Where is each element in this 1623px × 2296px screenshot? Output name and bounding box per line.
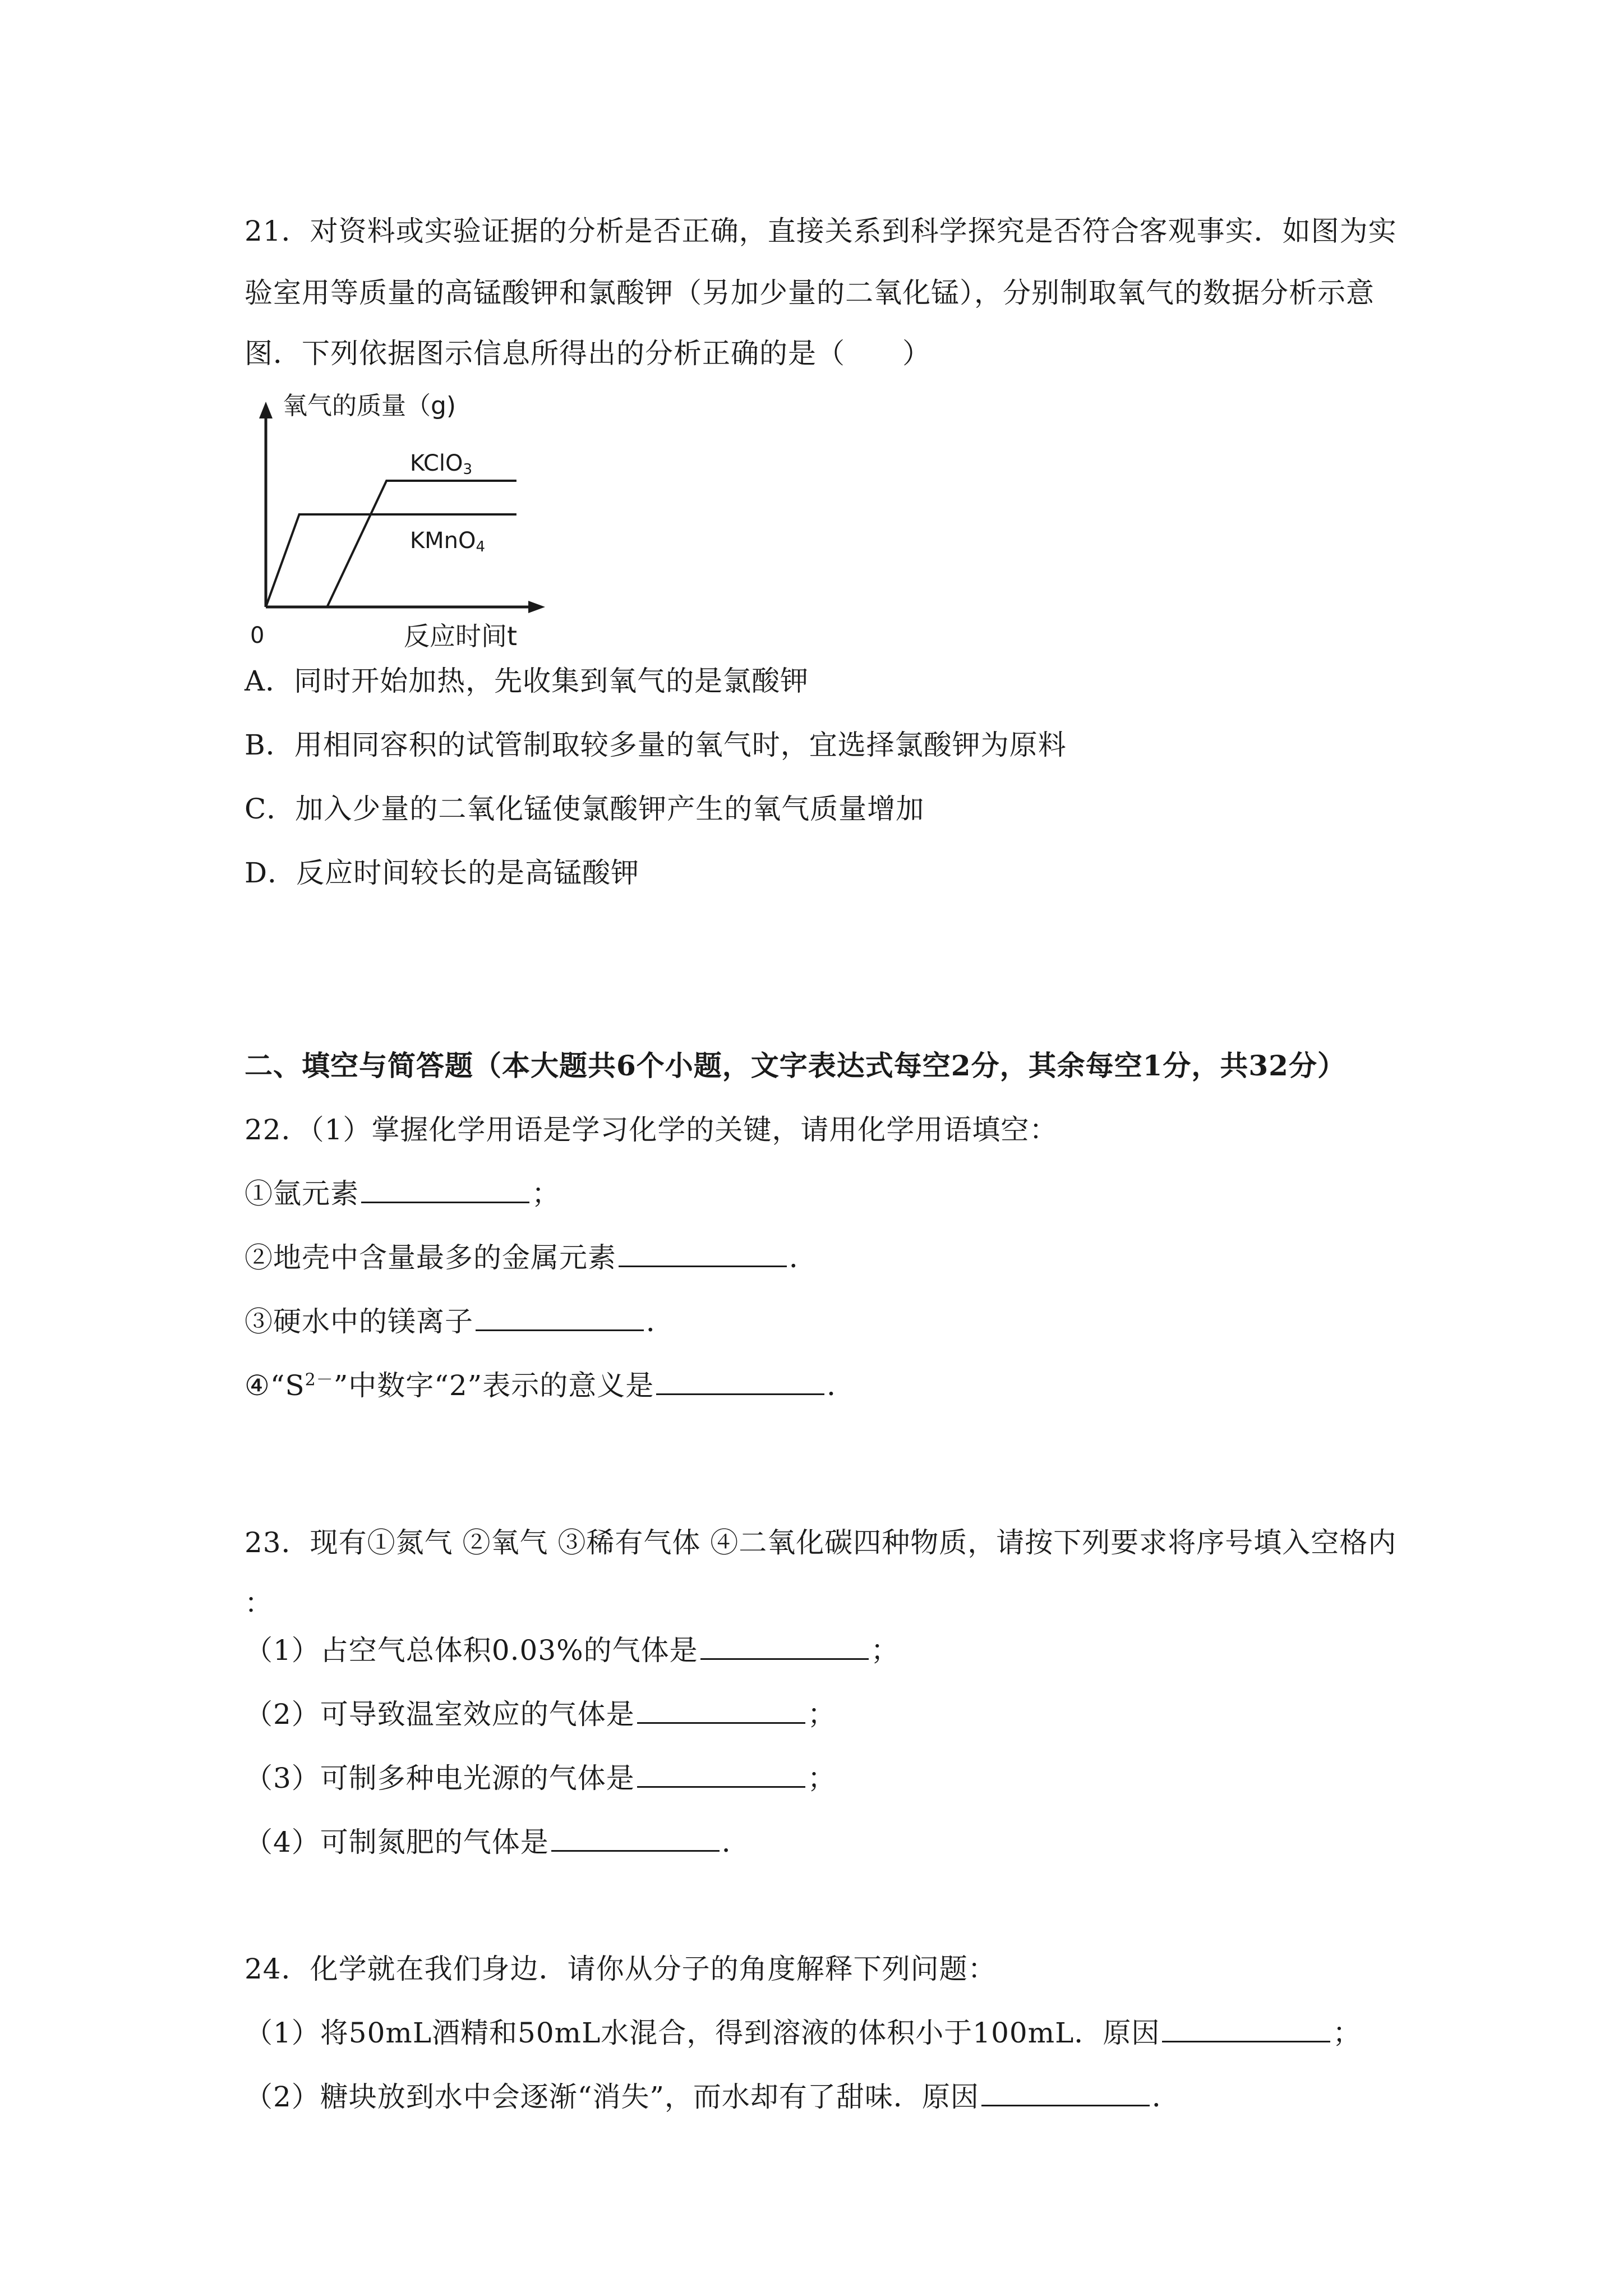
q22-item-3-text: ③硬水中的镁离子 <box>245 1305 473 1338</box>
q22-item-3-punct: ． <box>646 1305 675 1338</box>
chart-axes <box>259 402 545 613</box>
q23-sub-3-text: （3）可制多种电光源的气体是 <box>245 1762 635 1795</box>
q23-sub-4-punct: ． <box>721 1826 750 1858</box>
q23-stem-continued: ： <box>245 1587 273 1619</box>
q22-item-1 <box>245 1177 560 1211</box>
q23-sub-1 <box>245 1634 900 1667</box>
section-2-heading: 二、填空与简答题（本大题共6个小题，文字表达式每空2分，其余每空1分，共32分） <box>245 1049 1346 1082</box>
chart-origin-label: 0 <box>250 623 265 648</box>
q21-option-c: C．加入少量的二氧化锰使氯酸钾产生的氧气质量增加 <box>245 793 925 825</box>
q24-sub-1-text: （1）将50mL酒精和50mL水混合，得到溶液的体积小于100mL．原因 <box>245 2017 1160 2049</box>
q22-stem: 22．（1）掌握化学用语是学习化学的关键，请用化学用语填空： <box>245 1114 1058 1146</box>
q24-sub-1-punct: ； <box>1332 2017 1362 2049</box>
q22-item-4-text-a: ④“S <box>245 1369 305 1402</box>
q23-sub-3-punct: ； <box>807 1762 836 1795</box>
q22-item-4-punct: ． <box>827 1369 856 1402</box>
q23-sub-4-text: （4）可制氮肥的气体是 <box>245 1826 549 1858</box>
q22-item-2-text: ②地壳中含量最多的金属元素 <box>245 1241 616 1274</box>
answer-blank[interactable] <box>476 1305 644 1331</box>
answer-blank[interactable] <box>361 1177 529 1203</box>
q23-sub-2 <box>245 1697 836 1731</box>
q22-item-1-text: ①氩元素 <box>245 1177 359 1210</box>
answer-blank[interactable] <box>637 1761 805 1788</box>
q23-sub-4 <box>245 1825 750 1859</box>
q23-sub-2-punct: ； <box>807 1698 836 1731</box>
q22-item-3 <box>245 1305 675 1338</box>
chart-series <box>266 450 517 607</box>
answer-blank[interactable] <box>656 1369 824 1395</box>
answer-blank[interactable] <box>981 2080 1150 2106</box>
q24-sub-1 <box>245 2016 1361 2050</box>
q22-item-2 <box>245 1241 818 1274</box>
q24-sub-2 <box>245 2080 1181 2114</box>
q23-sub-1-text: （1）占空气总体积0.03%的气体是 <box>245 1634 698 1667</box>
chart-y-axis-label: 氧气的质量（g) <box>283 392 457 420</box>
q21-stem-line-3: 图．下列依据图示信息所得出的分析正确的是（ ） <box>245 337 931 370</box>
q22-item-4-text-b: ”中数字“2”表示的意义是 <box>333 1369 654 1402</box>
q21-option-a: A．同时开始加热，先收集到氧气的是氯酸钾 <box>245 665 809 697</box>
q22-item-4 <box>245 1369 855 1402</box>
series-line-kmno4 <box>266 514 517 607</box>
answer-blank[interactable] <box>619 1241 787 1267</box>
q23-sub-2-text: （2）可导致温室效应的气体是 <box>245 1698 635 1731</box>
series-label-kclo3: KClO3 <box>409 450 473 478</box>
q23-sub-1-punct: ； <box>870 1634 900 1667</box>
q24-sub-2-punct: ． <box>1151 2081 1181 2113</box>
answer-blank[interactable] <box>637 1697 805 1724</box>
q22-item-2-punct: ． <box>789 1241 818 1274</box>
q22-item-1-punct: ； <box>532 1177 560 1210</box>
q23-stem: 23．现有①氮气 ②氧气 ③稀有气体 ④二氧化碳四种物质，请按下列要求将序号填入空格内 <box>245 1526 1397 1559</box>
q24-sub-2-text: （2）糖块放到水中会逐渐“消失”，而水却有了甜味．原因 <box>245 2081 979 2113</box>
series-label-kmno4: KMnO4 <box>409 528 486 555</box>
chart-y-axis-arrow <box>259 402 273 418</box>
chart-x-axis-arrow <box>528 601 545 613</box>
oxygen-mass-chart <box>241 387 555 656</box>
q23-sub-3 <box>245 1761 836 1795</box>
q21-stem-line-1: 21．对资料或实验证据的分析是否正确，直接关系到科学探究是否符合客观事实．如图为实 <box>245 215 1397 247</box>
answer-blank[interactable] <box>700 1634 869 1660</box>
chart-x-axis-label: 反应时间t <box>404 621 518 651</box>
q24-stem: 24．化学就在我们身边．请你从分子的角度解释下列问题： <box>245 1953 997 1985</box>
q22-item-4-charge: 2－ <box>305 1370 334 1390</box>
q21-option-b: B．用相同容积的试管制取较多量的氧气时，宜选择氯酸钾为原料 <box>245 729 1067 761</box>
answer-blank[interactable] <box>551 1825 720 1852</box>
q21-option-d: D．反应时间较长的是高锰酸钾 <box>245 857 640 889</box>
q21-stem-line-2: 验室用等质量的高锰酸钾和氯酸钾（另加少量的二氧化锰），分别制取氧气的数据分析示意 <box>245 277 1375 309</box>
answer-blank[interactable] <box>1162 2016 1330 2042</box>
